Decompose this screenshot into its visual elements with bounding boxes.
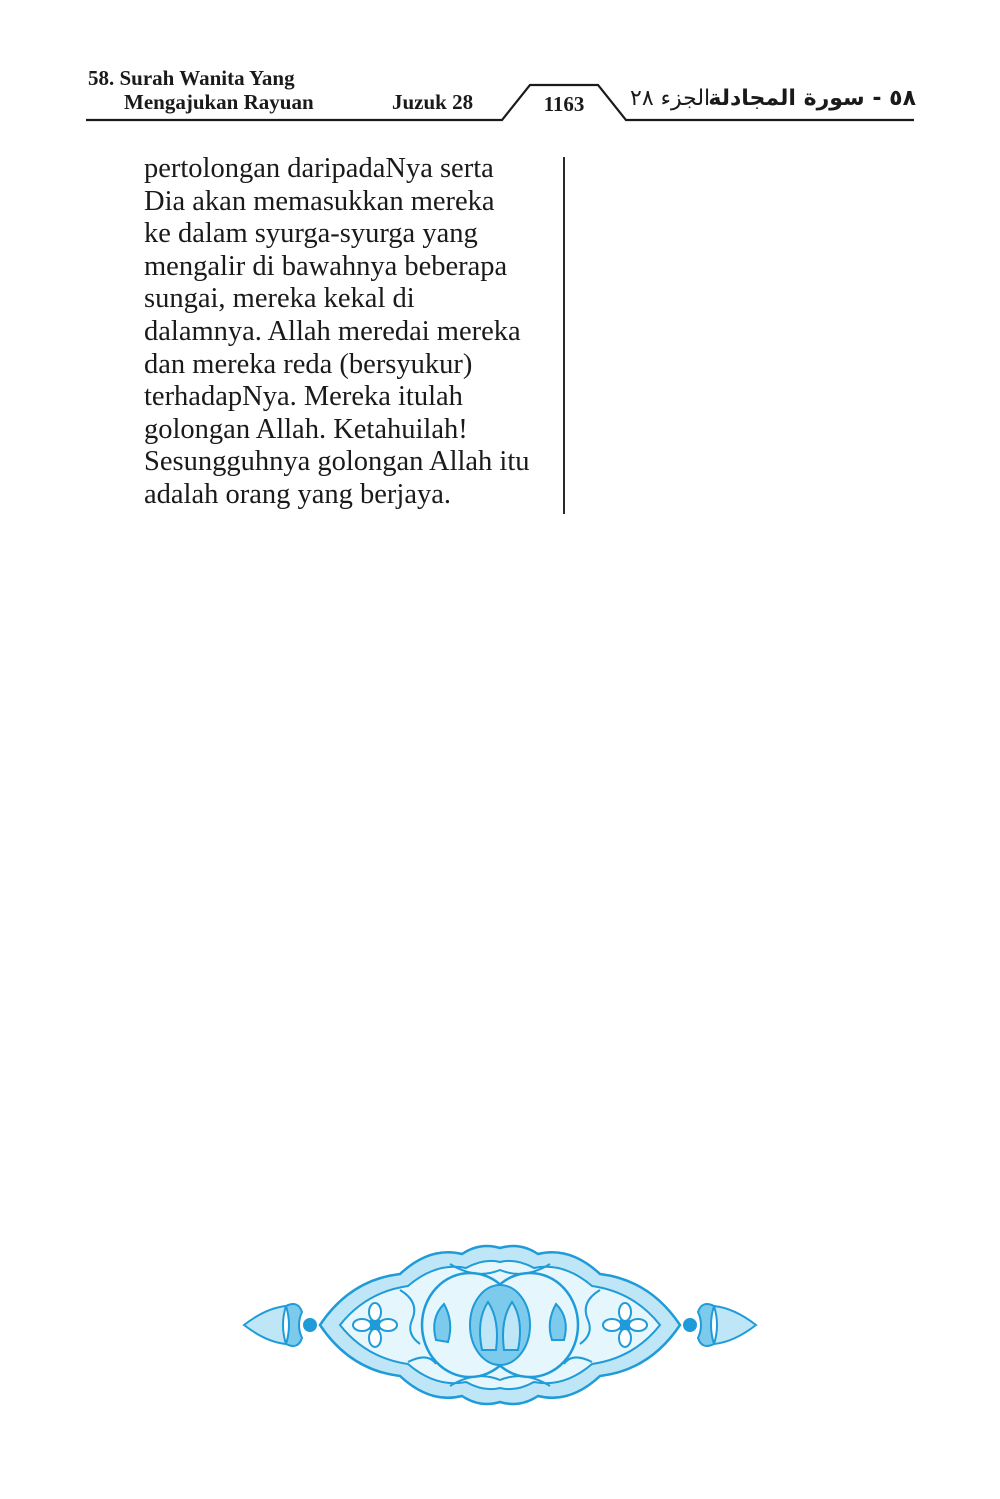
translation-line: terhadapNya. Mereka itulah bbox=[144, 381, 463, 413]
surah-title-arabic: ٥٨ - سورة المجادلة bbox=[708, 86, 916, 111]
juzuk-label: Juzuk 28 bbox=[392, 90, 474, 114]
translation-line: sungai, mereka kekal di bbox=[144, 283, 415, 315]
translation-line: dan mereka reda (bersyukur) bbox=[144, 348, 473, 380]
page-number: 1163 bbox=[543, 92, 585, 116]
translation-line: Sesungguhnya golongan Allah itu bbox=[144, 446, 530, 478]
translation-text bbox=[144, 153, 564, 512]
floral-ornament-icon bbox=[240, 1240, 760, 1410]
surah-title-latin-line2: Mengajukan Rayuan bbox=[124, 90, 314, 114]
juz-label-arabic: الجزء ٢٨ bbox=[630, 86, 711, 111]
column-divider bbox=[563, 157, 565, 514]
translation-line: adalah orang yang berjaya. bbox=[144, 478, 452, 510]
translation-line: golongan Allah. Ketahuilah! bbox=[144, 413, 468, 445]
page-header bbox=[0, 0, 1000, 130]
translation-line: dalamnya. Allah meredai mereka bbox=[144, 315, 521, 347]
translation-line: pertolongan daripadaNya serta bbox=[144, 153, 494, 184]
translation-line: Dia akan memasukkan mereka bbox=[144, 185, 495, 217]
translation-line: mengalir di bawahnya beberapa bbox=[144, 250, 508, 282]
surah-title-latin-line1: 58. Surah Wanita Yang bbox=[88, 66, 295, 90]
translation-line: ke dalam syurga-syurga yang bbox=[144, 218, 478, 250]
